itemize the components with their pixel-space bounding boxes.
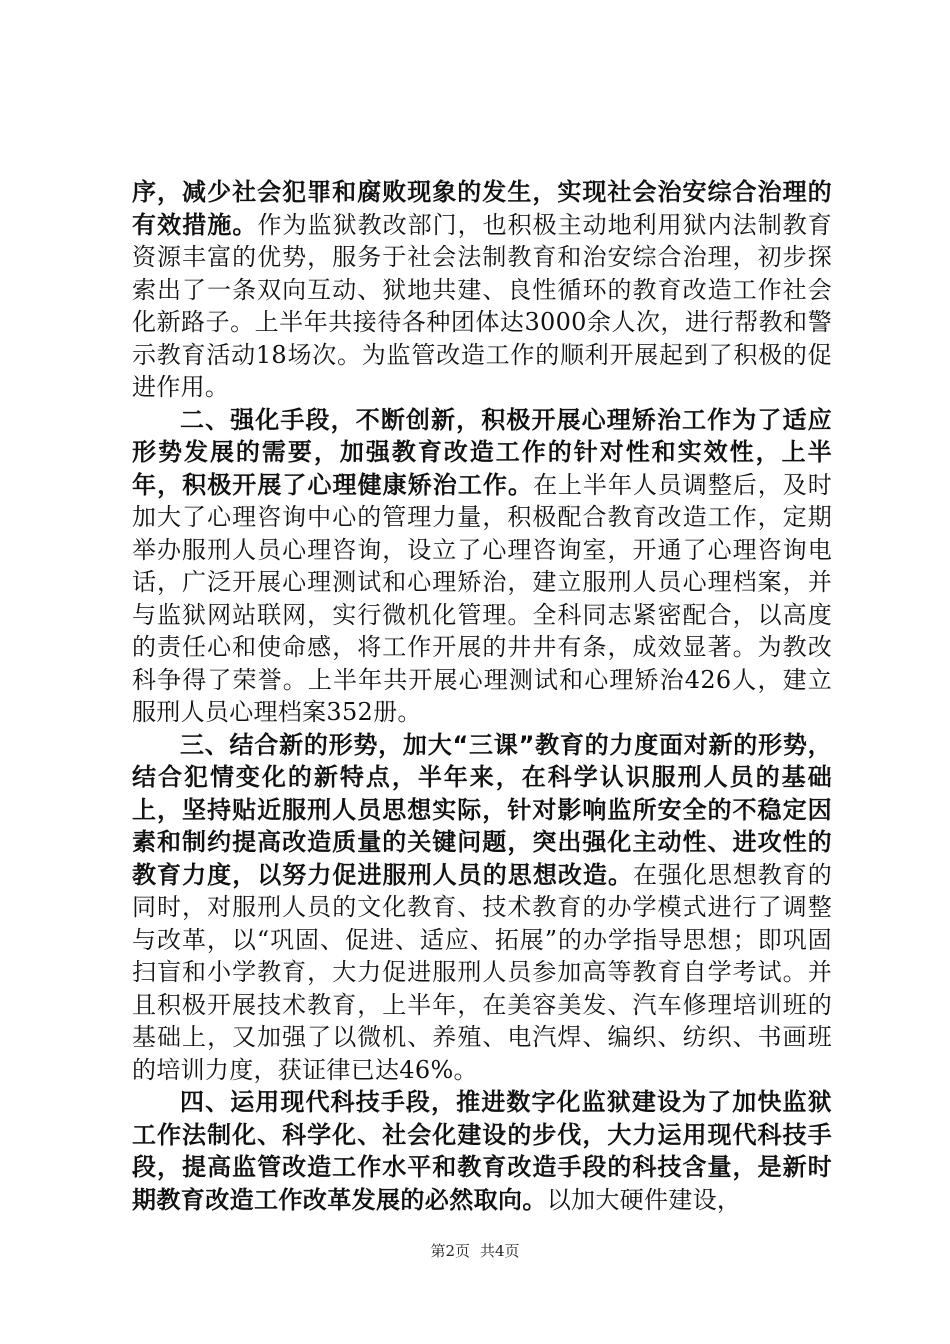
page-footer [0, 1240, 950, 1261]
paragraph-lead-text: 四、运用现代科技手段，推进数字化监狱建设为了加快监狱工作法制化、科学化、社会化建设的步伐，大力运用现代科技手段，提高监管改造工作水平和教育改造手段的科技含量，是新时期教育改造工作改革发展的必然取向。 [132, 1088, 832, 1214]
paragraph-body-text: 以加大硬件建设， [546, 1185, 742, 1214]
page-total: 共4页 [480, 1242, 520, 1260]
paragraph-lead-text: 二、强化手段，不断创新，积极开展心理矫治工作为了适应形势发展的需要，加强教育改造工作的针对性和实效性，上半年，积极开展了心理健康矫治工作。 [132, 405, 832, 499]
paragraph-body-text: 在上半年人员调整后，及时加大了心理咨询中心的管理力量，积极配合教育改造工作，定期举办服刑人员心理咨询，设立了心理咨询室，开通了心理咨询电话，广泛开展心理测试和心理矫治，建立服刑人员心理档案，并与监狱网站联网，实行微机化管理。全科同志紧密配合，以高度的责任心和使命感，将工作开展的井井有条，成效显著。为教改科争得了荣誉。上半年共开展心理测试和心理矫治426人，建立服刑人员心理档案352册。 [132, 470, 832, 726]
paragraph-lead-text: 序，减少社会犯罪和腐败现象的发生，实现社会治安综合治理的有效措施。 [132, 178, 832, 239]
paragraph-section-four [132, 1086, 832, 1216]
paragraph-section-three [132, 729, 832, 1087]
document-body [132, 176, 832, 1216]
page-number: 第2页 [430, 1242, 470, 1260]
paragraph-lead-text: 三、结合新的形势，加大“三课”教育的力度面对新的形势，结合犯情变化的新特点，半年来，在科学认识服刑人员的基础上，坚持贴近服刑人员思想实际，针对影响监所安全的不稳定因素和制约提高改造质量的关键问题，突出强化主动性、进攻性的教育力度，以努力促进服刑人员的思想改造。 [132, 730, 832, 889]
paragraph-continuation [132, 176, 832, 404]
paragraph-section-two [132, 404, 832, 729]
paragraph-body-text: 作为监狱教改部门，也积极主动地利用狱内法制教育资源丰富的优势，服务于社会法制教育和治安综合治理，初步探索出了一条双向互动、狱地共建、良性循环的教育改造工作社会化新路子。上半年共接待各种团体达3000余人次，进行帮教和警示教育活动18场次。为监管改造工作的顺利开展起到了积极的促进作用。 [132, 210, 833, 401]
paragraph-body-text: 在强化思想教育的同时，对服刑人员的文化教育、技术教育的办学模式进行了调整与改革，以“巩固、促进、适应、拓展”的办学指导思想；即巩固扫盲和小学教育，大力促进服刑人员参加高等教育自学考试。并且积极开展技术教育，上半年，在美容美发、汽车修理培训班的基础上，又加强了以微机、养殖、电汽焊、编织、纺织、书画班的培训力度，获证律已达46%。 [132, 860, 832, 1084]
